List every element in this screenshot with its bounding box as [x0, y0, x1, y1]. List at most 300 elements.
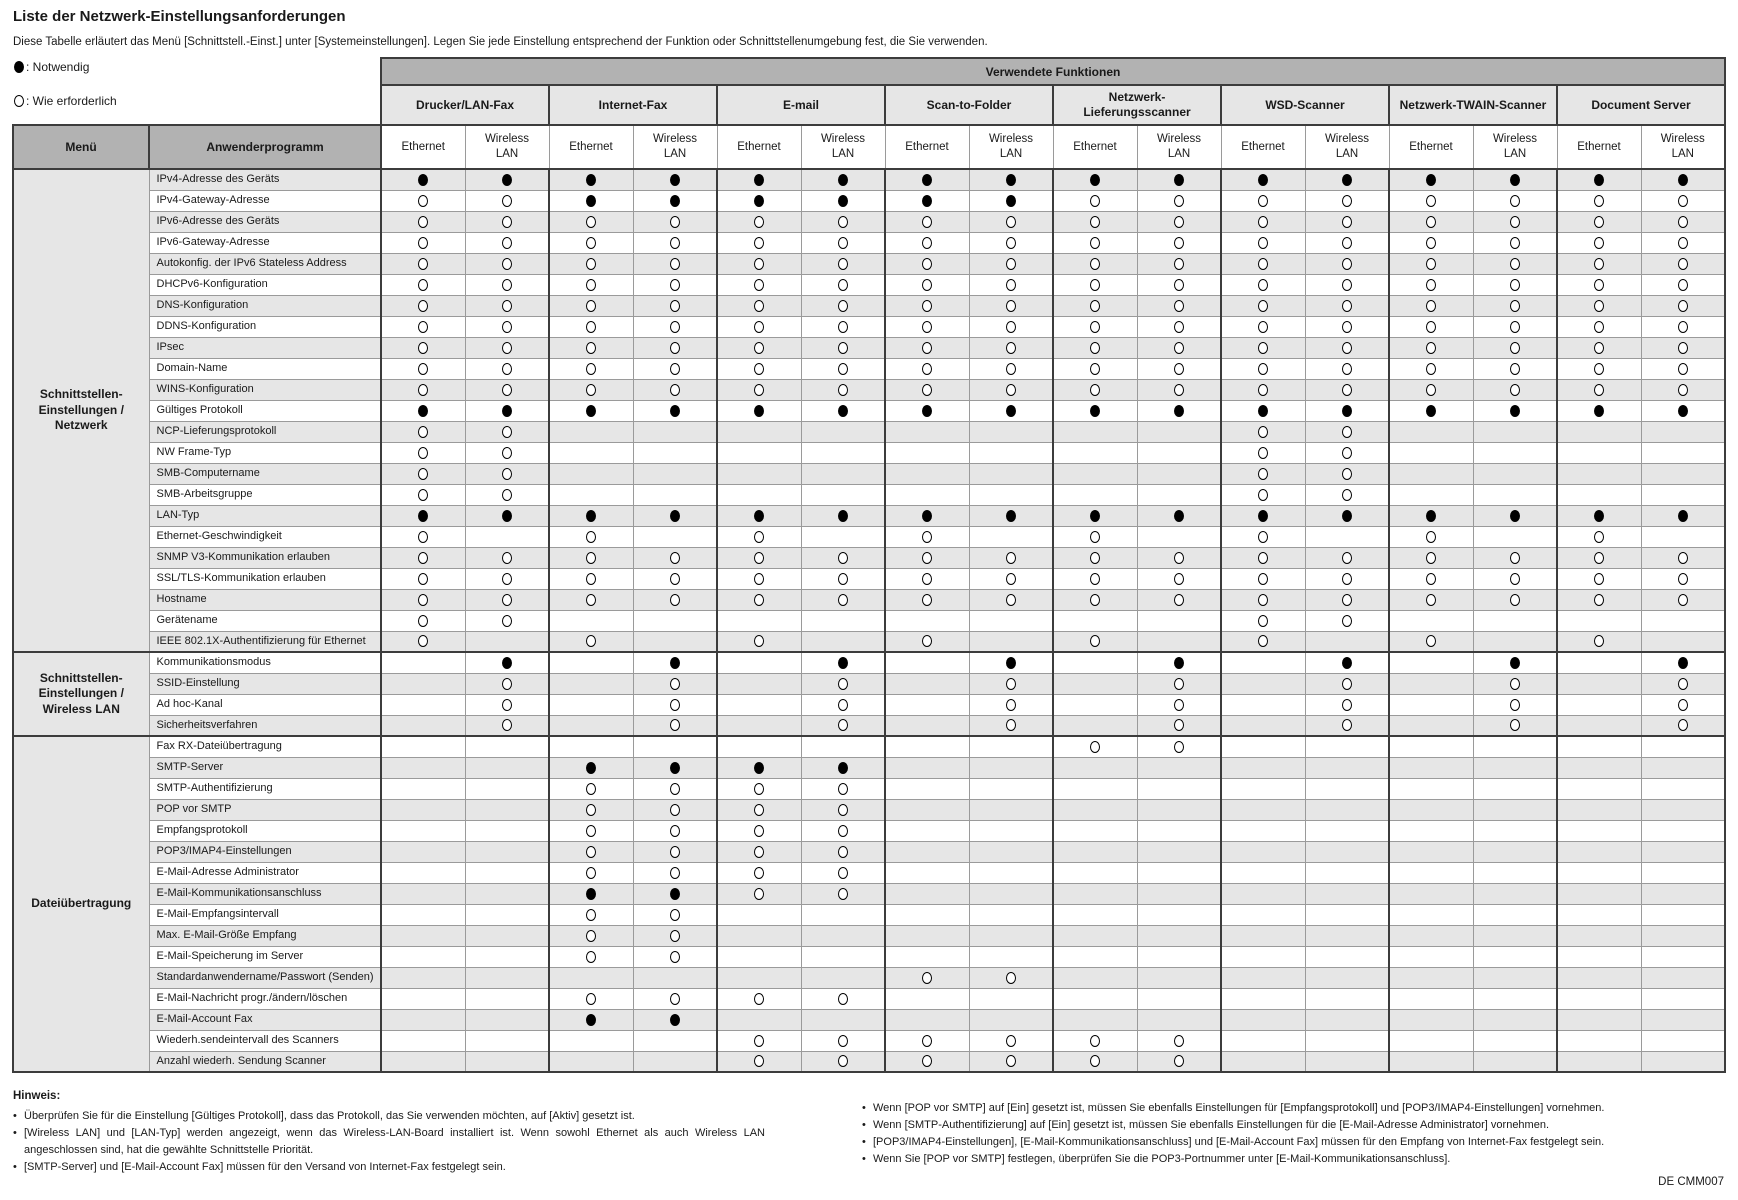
- requirement-cell: [1305, 820, 1389, 841]
- requirement-cell: [1053, 316, 1137, 337]
- requirement-cell: [549, 1030, 633, 1051]
- wie-erforderlich-dot-icon: [1006, 384, 1016, 396]
- requirement-cell: [885, 358, 969, 379]
- wie-erforderlich-dot-icon: [754, 825, 764, 837]
- requirement-cell: [1305, 631, 1389, 652]
- requirement-cell: [1389, 778, 1473, 799]
- requirement-cell: [1137, 904, 1221, 925]
- program-row-label: IPv6-Gateway-Adresse: [149, 232, 381, 253]
- requirement-cell: [1641, 967, 1725, 988]
- notwendig-dot-icon: [502, 657, 512, 669]
- requirement-cell: [969, 442, 1053, 463]
- program-row-label: POP3/IMAP4-Einstellungen: [149, 841, 381, 862]
- wie-erforderlich-dot-icon: [670, 594, 680, 606]
- wie-erforderlich-dot-icon: [1090, 384, 1100, 396]
- program-column-header: Anwenderprogramm: [149, 125, 381, 169]
- requirement-cell: [1305, 862, 1389, 883]
- wie-erforderlich-dot-icon: [1510, 195, 1520, 207]
- wie-erforderlich-dot-icon: [502, 195, 512, 207]
- program-row-label: WINS-Konfiguration: [149, 379, 381, 400]
- requirement-cell: [885, 169, 969, 190]
- requirement-cell: [1557, 904, 1641, 925]
- requirement-cell: [381, 883, 465, 904]
- requirement-cell: [1305, 1051, 1389, 1072]
- footnote-item: • Wenn [SMTP-Authentifizierung] auf [Ein] gesetzt ist, müssen Sie ebenfalls Einstellungen für die [E-Mail-Adresse Administrator] vornehmen.: [862, 1117, 1730, 1134]
- wie-erforderlich-dot-icon: [1342, 447, 1352, 459]
- requirement-cell: [1053, 442, 1137, 463]
- wie-erforderlich-dot-icon: [586, 930, 596, 942]
- wie-erforderlich-dot-icon: [1258, 447, 1268, 459]
- wie-erforderlich-dot-icon: [754, 867, 764, 879]
- page-title: Liste der Netzwerk-Einstellungsanforderungen: [13, 8, 346, 25]
- requirement-cell: [801, 589, 885, 610]
- requirement-cell: [381, 421, 465, 442]
- requirement-cell: [381, 652, 465, 673]
- wie-erforderlich-dot-icon: [1258, 426, 1268, 438]
- requirement-cell: [1053, 379, 1137, 400]
- requirement-cell: [549, 190, 633, 211]
- requirement-cell: [969, 526, 1053, 547]
- wie-erforderlich-dot-icon: [1342, 615, 1352, 627]
- wie-erforderlich-dot-icon: [754, 888, 764, 900]
- requirement-cell: [1389, 1051, 1473, 1072]
- wie-erforderlich-dot-icon: [1006, 1035, 1016, 1047]
- requirement-cell: [381, 946, 465, 967]
- program-row-label: Empfangsprotokoll: [149, 820, 381, 841]
- wie-erforderlich-dot-icon: [586, 825, 596, 837]
- ethernet-column-header: Ethernet: [1053, 125, 1137, 169]
- requirement-cell: [801, 1030, 885, 1051]
- requirement-cell: [633, 274, 717, 295]
- wie-erforderlich-dot-icon: [754, 258, 764, 270]
- wie-erforderlich-dot-icon: [922, 258, 932, 270]
- requirement-cell: [1221, 1051, 1305, 1072]
- requirement-cell: [549, 169, 633, 190]
- notwendig-dot-icon: [1006, 405, 1016, 417]
- wie-erforderlich-dot-icon: [838, 258, 848, 270]
- requirement-cell: [465, 484, 549, 505]
- requirement-cell: [1389, 820, 1473, 841]
- requirement-cell: [381, 295, 465, 316]
- requirement-cell: [1557, 988, 1641, 1009]
- requirement-cell: [801, 526, 885, 547]
- requirement-cell: [885, 547, 969, 568]
- wie-erforderlich-dot-icon: [1174, 1055, 1184, 1067]
- wie-erforderlich-dot-icon: [1342, 300, 1352, 312]
- wie-erforderlich-dot-icon: [1594, 342, 1604, 354]
- requirement-cell: [465, 232, 549, 253]
- program-row-label: SMTP-Authentifizierung: [149, 778, 381, 799]
- requirement-cell: [1641, 778, 1725, 799]
- requirement-cell: [1557, 883, 1641, 904]
- notwendig-dot-icon: [1006, 657, 1016, 669]
- requirement-cell: [1137, 757, 1221, 778]
- wie-erforderlich-dot-icon: [1426, 552, 1436, 564]
- requirement-cell: [717, 610, 801, 631]
- requirement-cell: [801, 673, 885, 694]
- requirement-cell: [1305, 1030, 1389, 1051]
- requirement-cell: [381, 757, 465, 778]
- requirement-cell: [1137, 715, 1221, 736]
- requirement-cell: [465, 904, 549, 925]
- requirement-cell: [969, 631, 1053, 652]
- requirement-cell: [1641, 526, 1725, 547]
- requirement-cell: [717, 232, 801, 253]
- wie-erforderlich-dot-icon: [838, 1055, 848, 1067]
- wie-erforderlich-dot-icon: [418, 615, 428, 627]
- program-row-label: NCP-Lieferungsprotokoll: [149, 421, 381, 442]
- wie-erforderlich-dot-icon: [586, 321, 596, 333]
- requirement-cell: [1221, 967, 1305, 988]
- requirement-cell: [1641, 463, 1725, 484]
- requirement-cell: [1053, 253, 1137, 274]
- wie-erforderlich-dot-icon: [1006, 719, 1016, 731]
- program-row-label: IPsec: [149, 337, 381, 358]
- notwendig-dot-icon: [754, 762, 764, 774]
- requirement-cell: [1053, 673, 1137, 694]
- wie-erforderlich-dot-icon: [586, 594, 596, 606]
- requirement-cell: [633, 169, 717, 190]
- requirement-cell: [1473, 232, 1557, 253]
- wie-erforderlich-dot-icon: [1342, 719, 1352, 731]
- wireless-lan-column-header: Wireless LAN: [1305, 125, 1389, 169]
- requirement-cell: [381, 715, 465, 736]
- notwendig-dot-icon: [754, 195, 764, 207]
- requirement-cell: [1473, 274, 1557, 295]
- wie-erforderlich-dot-icon: [1342, 468, 1352, 480]
- requirement-cell: [1389, 169, 1473, 190]
- requirement-cell: [1389, 841, 1473, 862]
- requirement-cell: [1221, 610, 1305, 631]
- requirement-cell: [1221, 841, 1305, 862]
- wie-erforderlich-dot-icon: [586, 531, 596, 543]
- requirement-cell: [717, 883, 801, 904]
- requirement-cell: [1557, 274, 1641, 295]
- requirement-cell: [969, 841, 1053, 862]
- requirement-cell: [1641, 547, 1725, 568]
- wie-erforderlich-dot-icon: [670, 867, 680, 879]
- requirement-cell: [1305, 925, 1389, 946]
- wie-erforderlich-dot-icon: [1342, 342, 1352, 354]
- requirement-cell: [1305, 295, 1389, 316]
- notwendig-dot-icon: [1174, 657, 1184, 669]
- requirement-cell: [1641, 169, 1725, 190]
- requirement-cell: [633, 946, 717, 967]
- requirement-cell: [549, 757, 633, 778]
- wireless-lan-column-header: Wireless LAN: [969, 125, 1053, 169]
- wie-erforderlich-dot-icon: [670, 384, 680, 396]
- requirement-cell: [1053, 1051, 1137, 1072]
- wie-erforderlich-dot-icon: [1090, 300, 1100, 312]
- requirement-cell: [969, 547, 1053, 568]
- requirement-cell: [1137, 547, 1221, 568]
- notwendig-dot-icon: [838, 762, 848, 774]
- requirements-table: [12, 57, 1726, 1073]
- requirement-cell: [465, 610, 549, 631]
- requirement-cell: [1557, 358, 1641, 379]
- notwendig-dot-icon: [670, 510, 680, 522]
- wireless-lan-column-header: Wireless LAN: [1137, 125, 1221, 169]
- wie-erforderlich-dot-icon: [1594, 216, 1604, 228]
- requirement-cell: [969, 568, 1053, 589]
- requirement-cell: [633, 421, 717, 442]
- requirement-cell: [1053, 904, 1137, 925]
- requirement-cell: [1305, 778, 1389, 799]
- requirement-cell: [717, 652, 801, 673]
- requirement-cell: [1641, 337, 1725, 358]
- program-row-label: DNS-Konfiguration: [149, 295, 381, 316]
- requirement-cell: [969, 589, 1053, 610]
- requirement-cell: [1137, 1030, 1221, 1051]
- wie-erforderlich-dot-icon: [586, 783, 596, 795]
- requirement-cell: [1389, 715, 1473, 736]
- notwendig-dot-icon: [1426, 174, 1436, 186]
- requirement-cell: [549, 253, 633, 274]
- requirement-cell: [1389, 379, 1473, 400]
- notwendig-dot-icon: [670, 405, 680, 417]
- requirement-cell: [717, 379, 801, 400]
- requirement-cell: [717, 988, 801, 1009]
- requirement-cell: [717, 757, 801, 778]
- wie-erforderlich-dot-icon: [670, 699, 680, 711]
- requirement-cell: [1137, 379, 1221, 400]
- requirement-cell: [801, 400, 885, 421]
- notwendig-dot-icon: [1174, 510, 1184, 522]
- requirement-cell: [549, 337, 633, 358]
- requirement-cell: [1053, 946, 1137, 967]
- wie-erforderlich-dot-icon: [418, 468, 428, 480]
- wie-erforderlich-dot-icon: [1426, 258, 1436, 270]
- wie-erforderlich-dot-icon: [1678, 552, 1688, 564]
- requirement-cell: [381, 904, 465, 925]
- program-row-label: E-Mail-Nachricht progr./ändern/löschen: [149, 988, 381, 1009]
- requirement-cell: [801, 337, 885, 358]
- wie-erforderlich-dot-icon: [1678, 258, 1688, 270]
- legend-wie-erforderlich-label: : Wie erforderlich: [26, 94, 117, 108]
- program-row-label: Fax RX-Dateiübertragung: [149, 736, 381, 757]
- wie-erforderlich-dot-icon: [1006, 300, 1016, 312]
- wie-erforderlich-dot-icon: [1426, 321, 1436, 333]
- requirement-cell: [465, 379, 549, 400]
- requirement-cell: [969, 400, 1053, 421]
- requirement-cell: [1641, 694, 1725, 715]
- program-row-label: SSID-Einstellung: [149, 673, 381, 694]
- requirement-cell: [1557, 778, 1641, 799]
- requirement-cell: [1137, 778, 1221, 799]
- requirement-cell: [465, 841, 549, 862]
- function-header: E-mail: [717, 85, 885, 125]
- requirement-cell: [1053, 547, 1137, 568]
- wie-erforderlich-dot-icon: [1594, 531, 1604, 543]
- wie-erforderlich-dot-icon: [418, 363, 428, 375]
- requirement-cell: [549, 631, 633, 652]
- wie-erforderlich-dot-icon: [1258, 300, 1268, 312]
- requirement-cell: [1557, 652, 1641, 673]
- requirement-cell: [969, 799, 1053, 820]
- requirement-cell: [1305, 799, 1389, 820]
- footnote-item: • [SMTP-Server] und [E-Mail-Account Fax] müssen für den Versand von Internet-Fax festgelegt sein.: [13, 1159, 765, 1176]
- requirement-cell: [1473, 337, 1557, 358]
- program-row-label: E-Mail-Kommunikationsanschluss: [149, 883, 381, 904]
- requirement-cell: [801, 316, 885, 337]
- requirement-cell: [549, 232, 633, 253]
- wie-erforderlich-dot-icon: [1678, 384, 1688, 396]
- requirement-cell: [465, 757, 549, 778]
- wie-erforderlich-dot-icon: [1258, 615, 1268, 627]
- requirement-cell: [801, 778, 885, 799]
- requirement-cell: [717, 925, 801, 946]
- requirement-cell: [633, 568, 717, 589]
- requirement-cell: [969, 274, 1053, 295]
- table-row: [13, 589, 1725, 610]
- requirement-cell: [1641, 232, 1725, 253]
- requirement-cell: [1221, 946, 1305, 967]
- wie-erforderlich-dot-icon: [418, 594, 428, 606]
- requirement-cell: [633, 652, 717, 673]
- requirement-cell: [1641, 820, 1725, 841]
- requirement-cell: [381, 484, 465, 505]
- table-row: [13, 652, 1725, 673]
- requirement-cell: [1305, 484, 1389, 505]
- requirement-cell: [633, 988, 717, 1009]
- table-row: [13, 484, 1725, 505]
- requirement-cell: [1053, 610, 1137, 631]
- requirement-cell: [969, 736, 1053, 757]
- wie-erforderlich-dot-icon: [1090, 195, 1100, 207]
- wie-erforderlich-dot-icon: [922, 279, 932, 291]
- wie-erforderlich-dot-icon: [502, 678, 512, 690]
- notwendig-dot-icon: [1174, 405, 1184, 417]
- requirement-cell: [633, 862, 717, 883]
- requirement-cell: [1053, 883, 1137, 904]
- notwendig-dot-icon: [1426, 510, 1436, 522]
- notwendig-dot-icon: [1090, 510, 1100, 522]
- requirement-cell: [1557, 1009, 1641, 1030]
- table-row: [13, 883, 1725, 904]
- requirement-cell: [1641, 799, 1725, 820]
- requirement-cell: [1473, 652, 1557, 673]
- requirement-cell: [549, 988, 633, 1009]
- requirement-cell: [465, 673, 549, 694]
- wie-erforderlich-dot-icon: [418, 237, 428, 249]
- requirement-cell: [633, 526, 717, 547]
- requirement-cell: [1473, 295, 1557, 316]
- requirement-cell: [1641, 736, 1725, 757]
- requirement-cell: [1221, 358, 1305, 379]
- footnote-item: • Wenn [POP vor SMTP] auf [Ein] gesetzt ist, müssen Sie ebenfalls Einstellungen für [Empfangsprotokoll] und [POP3/IMAP4-Einstellungen] vornehmen.: [862, 1100, 1730, 1117]
- requirement-cell: [549, 946, 633, 967]
- wie-erforderlich-dot-icon: [670, 930, 680, 942]
- requirement-cell: [1137, 337, 1221, 358]
- wie-erforderlich-dot-icon: [1510, 573, 1520, 585]
- ethernet-column-header: Ethernet: [885, 125, 969, 169]
- notwendig-dot-icon: [1258, 510, 1268, 522]
- wie-erforderlich-dot-icon: [1090, 573, 1100, 585]
- requirement-cell: [1641, 421, 1725, 442]
- menu-group-label: Schnittstellen-Einstellungen / Wireless LAN: [13, 652, 149, 736]
- requirement-cell: [885, 589, 969, 610]
- wie-erforderlich-dot-icon: [670, 846, 680, 858]
- wie-erforderlich-dot-icon: [1342, 258, 1352, 270]
- requirement-cell: [465, 736, 549, 757]
- wie-erforderlich-dot-icon: [1090, 1055, 1100, 1067]
- notwendig-dot-icon: [838, 510, 848, 522]
- requirement-cell: [1221, 883, 1305, 904]
- requirement-cell: [1557, 925, 1641, 946]
- requirement-cell: [1557, 736, 1641, 757]
- wie-erforderlich-dot-icon: [838, 804, 848, 816]
- requirement-cell: [549, 652, 633, 673]
- requirement-cell: [465, 547, 549, 568]
- table-row: [13, 904, 1725, 925]
- requirement-cell: [465, 400, 549, 421]
- program-row-label: DHCPv6-Konfiguration: [149, 274, 381, 295]
- requirement-cell: [801, 442, 885, 463]
- function-header: Document Server: [1557, 85, 1725, 125]
- requirement-cell: [969, 379, 1053, 400]
- wie-erforderlich-dot-icon: [838, 699, 848, 711]
- requirement-cell: [1389, 232, 1473, 253]
- requirement-cell: [1221, 421, 1305, 442]
- requirement-cell: [1473, 253, 1557, 274]
- requirement-cell: [465, 1030, 549, 1051]
- requirement-cell: [633, 358, 717, 379]
- wie-erforderlich-dot-icon: [922, 573, 932, 585]
- requirement-cell: [1221, 925, 1305, 946]
- table-row: [13, 379, 1725, 400]
- wie-erforderlich-dot-icon: [418, 300, 428, 312]
- wie-erforderlich-dot-icon: [1342, 699, 1352, 711]
- requirement-cell: [1221, 778, 1305, 799]
- requirement-cell: [1557, 841, 1641, 862]
- wie-erforderlich-dot-icon: [1342, 594, 1352, 606]
- legend-notwendig-label: : Notwendig: [26, 60, 90, 74]
- requirement-cell: [1221, 505, 1305, 526]
- notwendig-dot-icon: [1174, 174, 1184, 186]
- requirement-cell: [633, 1009, 717, 1030]
- requirement-cell: [1137, 841, 1221, 862]
- wie-erforderlich-dot-icon: [502, 615, 512, 627]
- requirement-cell: [1641, 1051, 1725, 1072]
- wie-erforderlich-dot-icon: [1510, 258, 1520, 270]
- requirement-cell: [1053, 631, 1137, 652]
- requirement-cell: [801, 967, 885, 988]
- requirement-cell: [1389, 421, 1473, 442]
- program-row-label: SMTP-Server: [149, 757, 381, 778]
- requirement-cell: [381, 1030, 465, 1051]
- wie-erforderlich-dot-icon: [922, 972, 932, 984]
- requirement-cell: [1053, 967, 1137, 988]
- program-row-label: SSL/TLS-Kommunikation erlauben: [149, 568, 381, 589]
- wie-erforderlich-dot-icon: [586, 300, 596, 312]
- wie-erforderlich-dot-icon: [1342, 573, 1352, 585]
- notwendig-dot-icon: [670, 174, 680, 186]
- requirement-cell: [1641, 379, 1725, 400]
- notwendig-dot-icon: [670, 1014, 680, 1026]
- requirement-cell: [1137, 883, 1221, 904]
- requirement-cell: [1389, 652, 1473, 673]
- requirement-cell: [1053, 778, 1137, 799]
- wie-erforderlich-dot-icon: [1342, 678, 1352, 690]
- program-row-label: SMB-Arbeitsgruppe: [149, 484, 381, 505]
- requirement-cell: [549, 421, 633, 442]
- requirement-cell: [465, 316, 549, 337]
- wie-erforderlich-dot-icon: [502, 321, 512, 333]
- requirement-cell: [1389, 253, 1473, 274]
- requirement-cell: [1557, 631, 1641, 652]
- requirement-cell: [1557, 400, 1641, 421]
- requirement-cell: [1305, 232, 1389, 253]
